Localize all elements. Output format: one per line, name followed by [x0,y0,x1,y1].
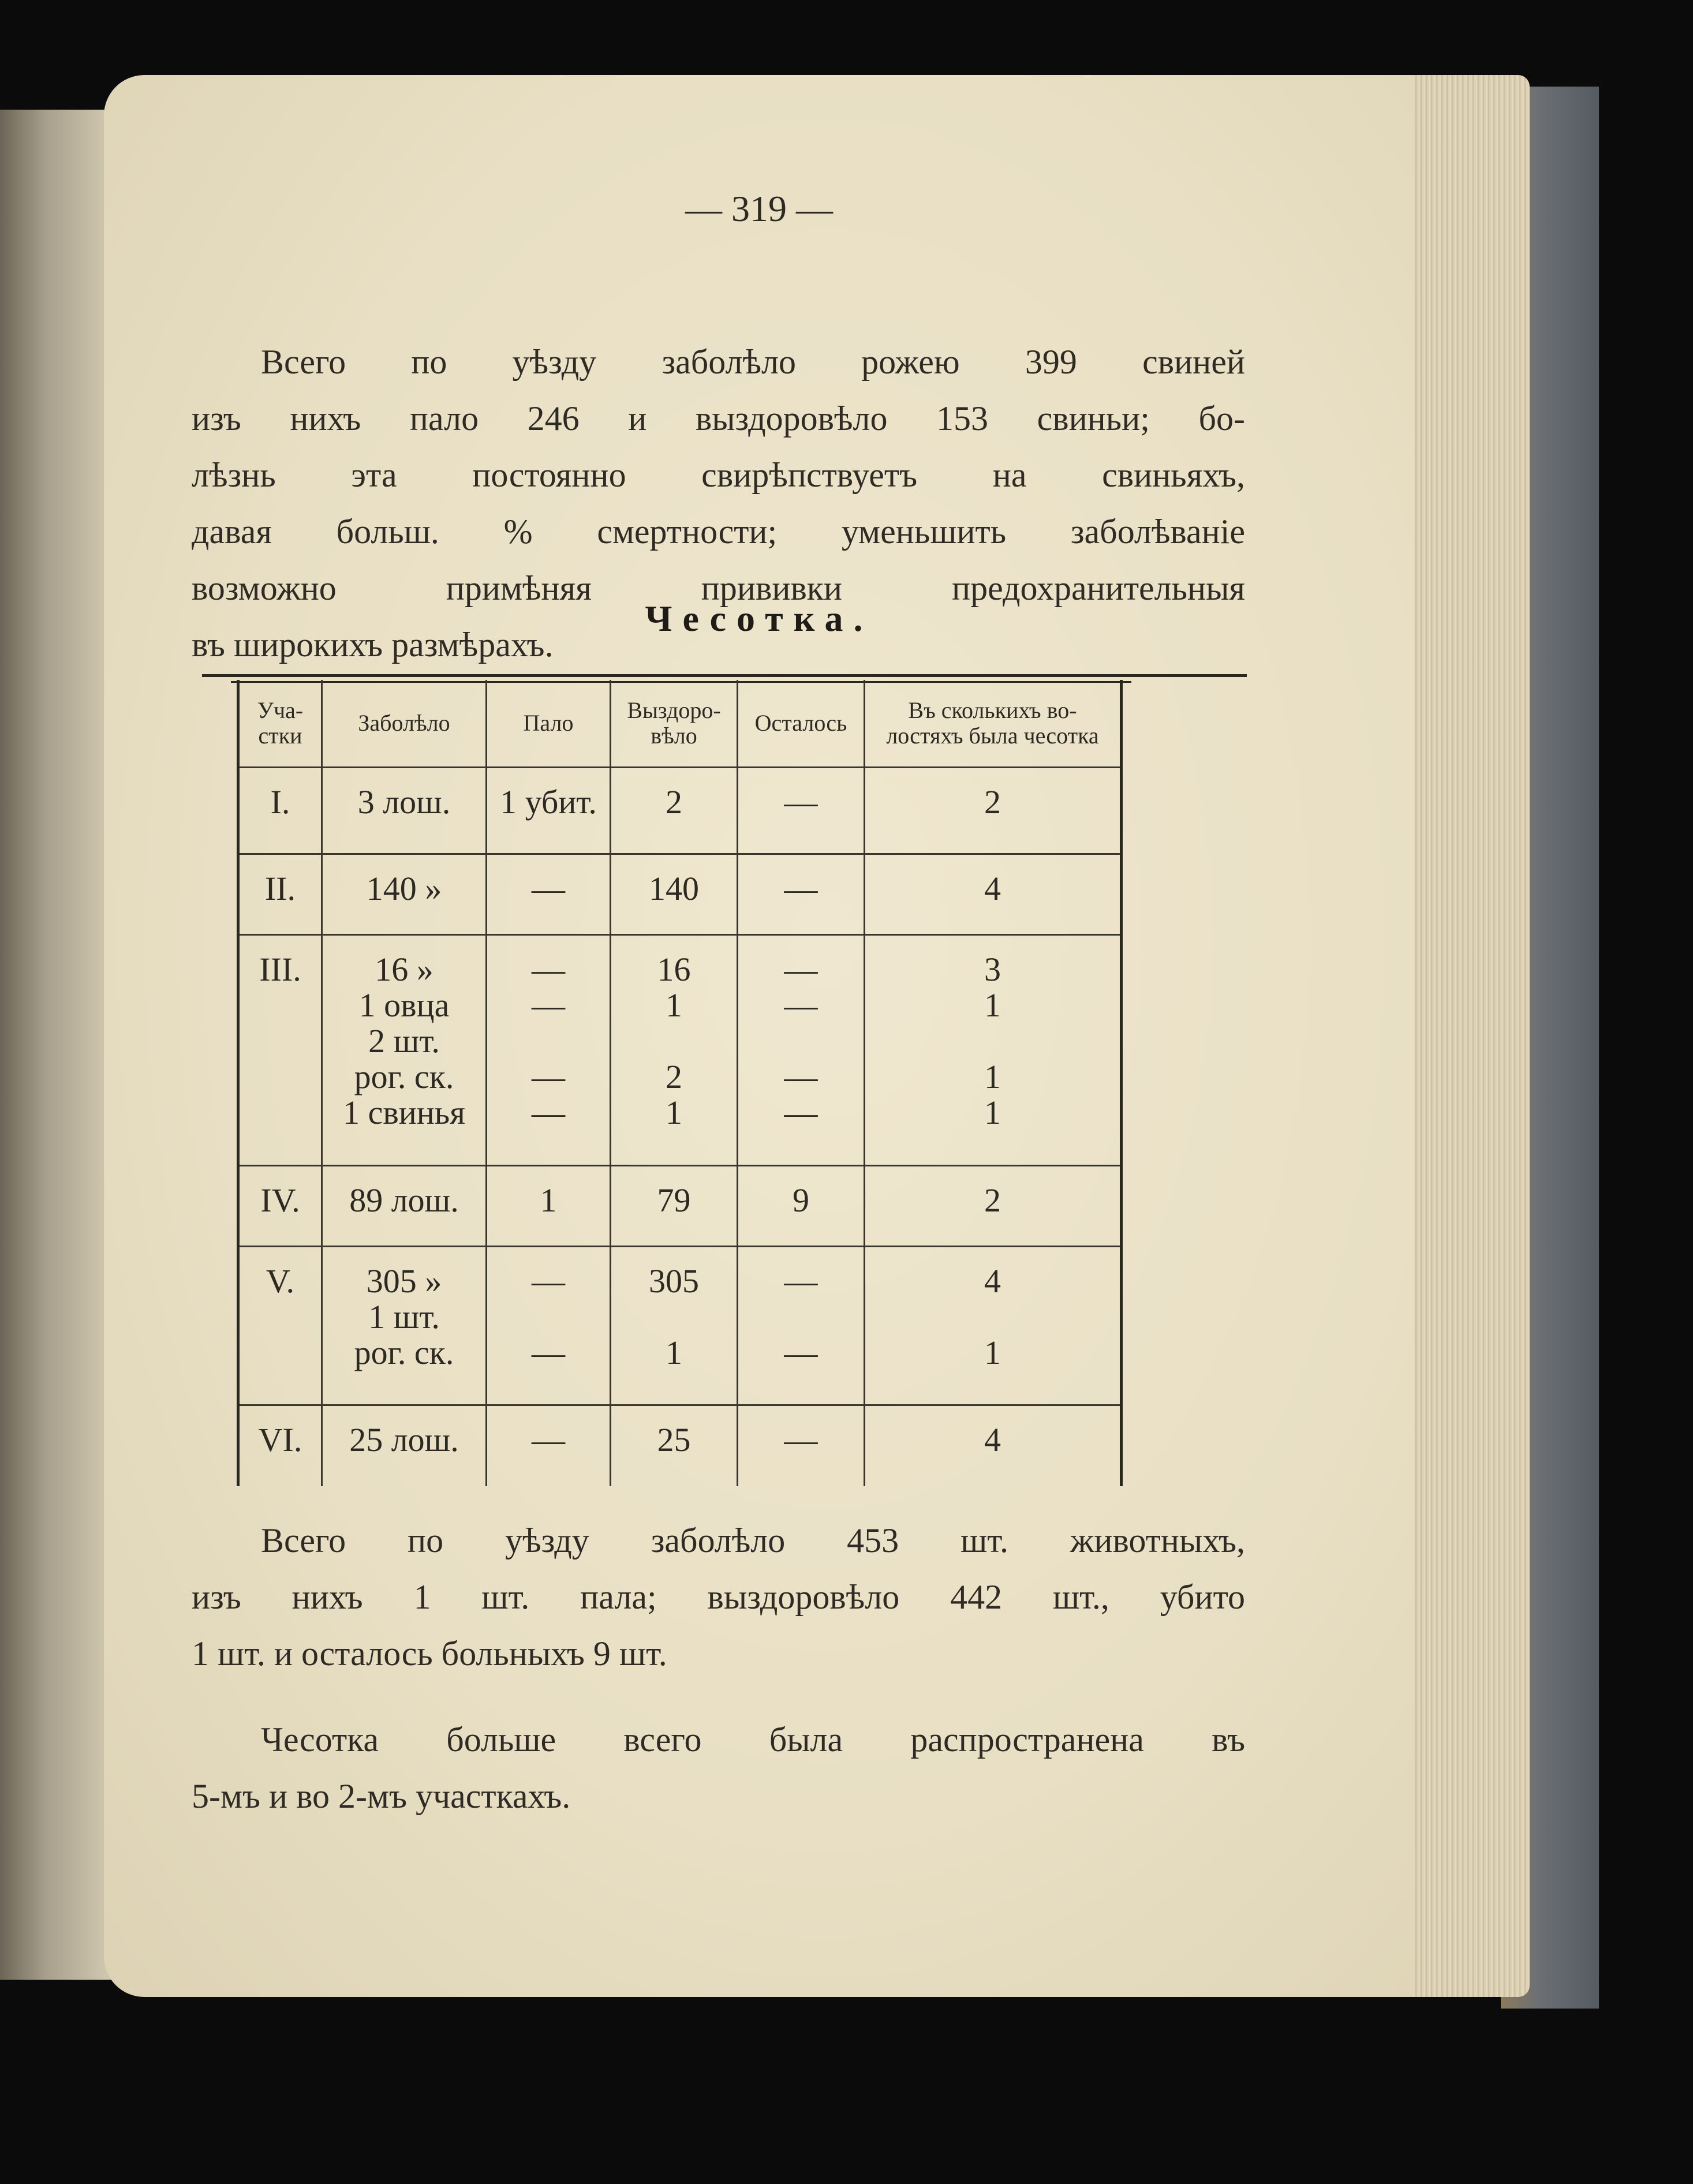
text-line: возможно примѣняя прививки предохранительныя [192,569,1245,607]
cell-line: — [784,1421,818,1459]
cell-line: 25 [657,1421,691,1459]
cell-line: — [784,783,818,821]
cell-line: рог. ск. [354,1058,454,1095]
cell-line: — [532,1334,565,1371]
cell-line: — [784,1058,818,1095]
cell-uchastok: III. [238,935,322,1166]
paragraph-3 [192,1711,1245,1824]
cell-line: 89 лош. [349,1181,459,1219]
cell-line: — [784,870,818,907]
cell-line [742,1299,860,1335]
cell-line: 2 [984,1181,1001,1219]
cell-line [615,1023,733,1059]
cell-line [615,1299,733,1335]
cell-line: — [784,1334,818,1371]
data-table [237,680,1123,1486]
table-body [238,768,1122,1486]
text-line: лѣзнь эта постоянно свирѣпствуетъ на свиньяхъ, [192,456,1245,494]
cell-vyzdorovelo [611,935,738,1166]
text-line: Чесотка больше всего была распространена въ [261,1721,1245,1759]
cell-line: 2 [984,783,1001,821]
cell-zabolelo [322,1247,487,1405]
cell-line: 16 » [375,951,433,988]
cell-line: 1 [984,986,1001,1024]
cell-uchastok: VI. [238,1405,322,1486]
cell-palo [487,854,611,935]
cell-volosti [865,1247,1122,1405]
cell-volosti [865,854,1122,935]
cell-line: 1 свинья [343,1094,465,1131]
cell-ostalos [738,935,865,1166]
cell-zabolelo [322,935,487,1166]
cell-vyzdorovelo [611,1405,738,1486]
cell-vyzdorovelo [611,854,738,935]
cell-line: — [532,986,565,1024]
cell-line: 1 убит. [500,783,597,821]
cell-palo [487,1166,611,1247]
text-line: давая больш. % смертности; уменьшить заболѣваніе [192,513,1245,551]
cell-palo [487,1247,611,1405]
cell-line: — [784,1262,818,1300]
text-line: въ широкихъ размѣрахъ. [192,626,554,664]
table-row [238,854,1122,935]
cell-line: 1 [984,1058,1001,1095]
paragraph-2 [192,1512,1245,1682]
page-number: — 319 — [685,188,833,229]
cell-line: 2 [666,1058,682,1095]
cell-line: 1 [666,986,682,1024]
cell-line: 1 овца [358,986,450,1024]
header-uchastki: Уча- стки [238,680,322,768]
cell-zabolelo [322,1405,487,1486]
cell-line: — [532,1058,565,1095]
cell-line: — [532,951,565,988]
cell-line: 1 [540,1181,557,1219]
cell-line: — [784,951,818,988]
text-line: изъ нихъ 1 шт. пала; выздоровѣло 442 шт., убито [192,1578,1245,1616]
cell-line [491,1023,606,1059]
cell-line: — [532,870,565,907]
cell-line: 140 » [366,870,442,907]
cell-vyzdorovelo [611,1247,738,1405]
cell-volosti [865,1166,1122,1247]
cell-line [742,1023,860,1059]
table-header-row [238,680,1122,768]
table-row [238,1166,1122,1247]
cell-volosti [865,935,1122,1166]
cell-line: рог. ск. [354,1334,454,1371]
page-edges [1397,75,1530,1997]
cell-line [869,1299,1116,1335]
cell-line: 305 [649,1262,699,1300]
book-page [104,75,1414,1997]
cell-uchastok: IV. [238,1166,322,1247]
cell-line: 79 [657,1181,691,1219]
cell-line: 1 [666,1334,682,1371]
header-vyzdorovelo: Выздоро- вѣло [611,680,738,768]
table-top-rule [202,674,1247,677]
text-line: 1 шт. и осталось больныхъ 9 шт. [192,1635,667,1673]
cell-uchastok: I. [238,768,322,854]
cell-ostalos [738,1166,865,1247]
cell-line: 2 [666,783,682,821]
cell-ostalos [738,1405,865,1486]
cell-zabolelo [322,854,487,935]
cell-line: 1 [666,1094,682,1131]
cell-line: — [532,1262,565,1300]
cell-line: 3 лош. [357,783,451,821]
table-row [238,768,1122,854]
cell-line: — [784,986,818,1024]
cell-palo [487,935,611,1166]
cell-line: 4 [984,870,1001,907]
cell-palo [487,768,611,854]
cell-ostalos [738,768,865,854]
cell-zabolelo [322,1166,487,1247]
cell-line: 3 [984,951,1001,988]
cell-line: 4 [984,1421,1001,1459]
text-line: Всего по уѣзду заболѣло рожею 399 свиней [261,343,1245,381]
header-ostalos: Осталось [738,680,865,768]
cell-line [869,1023,1116,1059]
text-line: Всего по уѣзду заболѣло 453 шт. животныхъ, [261,1521,1245,1560]
cell-line: — [784,1094,818,1131]
cell-line: 25 лош. [349,1421,459,1459]
cell-volosti [865,768,1122,854]
cell-vyzdorovelo [611,1166,738,1247]
cell-line: 1 шт. [368,1298,440,1336]
cell-line: — [532,1421,565,1459]
cell-line: 140 [649,870,699,907]
cell-volosti [865,1405,1122,1486]
cell-line: 1 [984,1094,1001,1131]
cell-line: 2 шт. [368,1022,440,1060]
header-zabolelo: Заболѣло [322,680,487,768]
cell-palo [487,1405,611,1486]
header-palo: Пало [487,680,611,768]
cell-vyzdorovelo [611,768,738,854]
header-volosti: Въ сколькихъ во- лостяхъ была чесотка [865,680,1122,768]
cell-uchastok: II. [238,854,322,935]
cell-line: 9 [793,1181,809,1219]
cell-zabolelo [322,768,487,854]
table-row [238,1247,1122,1405]
cell-ostalos [738,854,865,935]
table-row [238,1405,1122,1486]
cell-line: 16 [657,951,691,988]
text-line: изъ нихъ пало 246 и выздоровѣло 153 свиньи; бо- [192,399,1245,437]
section-title: Чесотка. [645,598,873,639]
cell-uchastok: V. [238,1247,322,1405]
text-line: 5-мъ и во 2-мъ участкахъ. [192,1777,571,1815]
table-row [238,935,1122,1166]
cell-line: 4 [984,1262,1001,1300]
cell-line: 1 [984,1334,1001,1371]
cell-ostalos [738,1247,865,1405]
cell-line: — [532,1094,565,1131]
cell-line: 305 » [366,1262,442,1300]
cell-line [491,1299,606,1335]
